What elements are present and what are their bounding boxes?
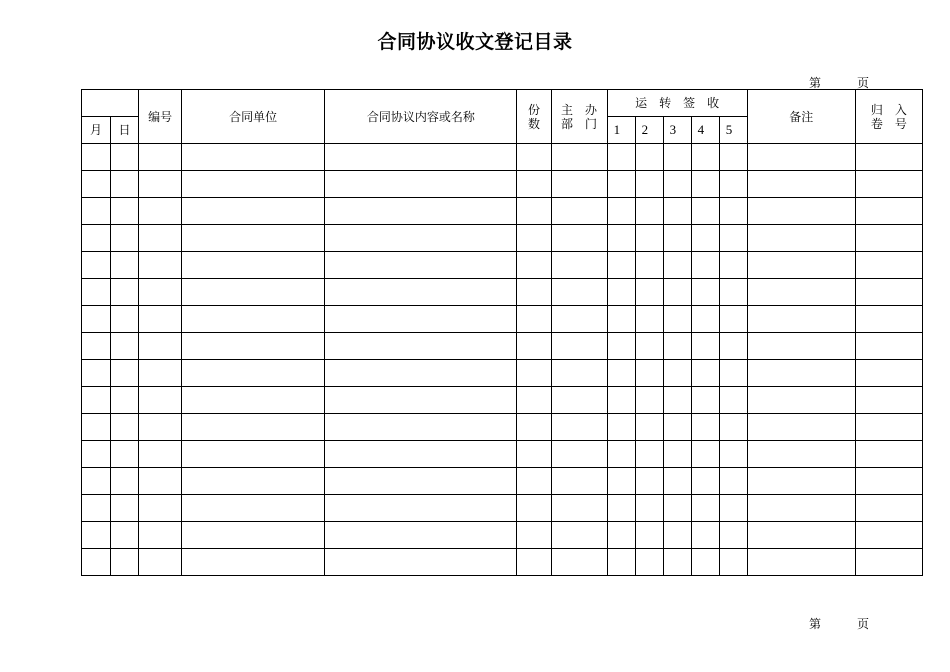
cell-transfer-3[interactable] xyxy=(663,414,691,441)
cell-copies[interactable] xyxy=(517,522,551,549)
cell-transfer-3[interactable] xyxy=(663,252,691,279)
cell-transfer-5[interactable] xyxy=(719,360,747,387)
cell-filing[interactable] xyxy=(855,441,922,468)
cell-dept[interactable] xyxy=(551,387,607,414)
table-row xyxy=(82,198,923,225)
remarks-header: 备注 xyxy=(747,90,855,144)
cell-content[interactable] xyxy=(325,522,517,549)
cell-month[interactable] xyxy=(82,387,111,414)
cell-transfer-5[interactable] xyxy=(719,549,747,576)
cell-copies[interactable] xyxy=(517,252,551,279)
cell-remarks[interactable] xyxy=(747,252,855,279)
month-header: 月 xyxy=(82,117,111,144)
cell-transfer-5[interactable] xyxy=(719,387,747,414)
cell-serial[interactable] xyxy=(139,495,182,522)
cell-serial[interactable] xyxy=(139,252,182,279)
table-row xyxy=(82,333,923,360)
cell-content[interactable] xyxy=(325,360,517,387)
filing-header-line2: 卷 号 xyxy=(870,116,907,131)
cell-transfer-4[interactable] xyxy=(691,495,719,522)
cell-dept[interactable] xyxy=(551,333,607,360)
table-row xyxy=(82,360,923,387)
cell-filing[interactable] xyxy=(855,360,922,387)
cell-transfer-5[interactable] xyxy=(719,279,747,306)
cell-transfer-2[interactable] xyxy=(635,360,663,387)
cell-copies[interactable] xyxy=(517,333,551,360)
cell-dept[interactable] xyxy=(551,468,607,495)
cell-filing[interactable] xyxy=(855,414,922,441)
transfer-col-1: 1 xyxy=(607,117,635,144)
page-label-prefix: 第 xyxy=(809,617,822,631)
cell-dept[interactable] xyxy=(551,495,607,522)
cell-transfer-2[interactable] xyxy=(635,549,663,576)
cell-transfer-1[interactable] xyxy=(607,387,635,414)
cell-transfer-1[interactable] xyxy=(607,144,635,171)
cell-transfer-5[interactable] xyxy=(719,252,747,279)
cell-contract-party[interactable] xyxy=(182,360,325,387)
cell-remarks[interactable] xyxy=(747,144,855,171)
cell-transfer-3[interactable] xyxy=(663,549,691,576)
cell-copies[interactable] xyxy=(517,225,551,252)
cell-month[interactable] xyxy=(82,279,111,306)
transfer-col-4: 4 xyxy=(691,117,719,144)
cell-filing[interactable] xyxy=(855,279,922,306)
cell-day[interactable] xyxy=(111,522,139,549)
cell-transfer-4[interactable] xyxy=(691,171,719,198)
cell-transfer-4[interactable] xyxy=(691,441,719,468)
cell-filing[interactable] xyxy=(855,333,922,360)
page-label-suffix: 页 xyxy=(857,617,870,631)
cell-transfer-3[interactable] xyxy=(663,171,691,198)
cell-transfer-3[interactable] xyxy=(663,441,691,468)
cell-transfer-2[interactable] xyxy=(635,468,663,495)
cell-dept[interactable] xyxy=(551,306,607,333)
table-row xyxy=(82,549,923,576)
cell-remarks[interactable] xyxy=(747,468,855,495)
cell-copies[interactable] xyxy=(517,414,551,441)
cell-remarks[interactable] xyxy=(747,522,855,549)
cell-remarks[interactable] xyxy=(747,360,855,387)
cell-remarks[interactable] xyxy=(747,549,855,576)
cell-content[interactable] xyxy=(325,171,517,198)
transfer-col-2: 2 xyxy=(635,117,663,144)
cell-transfer-5[interactable] xyxy=(719,522,747,549)
cell-transfer-2[interactable] xyxy=(635,306,663,333)
cell-transfer-2[interactable] xyxy=(635,333,663,360)
cell-copies[interactable] xyxy=(517,171,551,198)
cell-transfer-2[interactable] xyxy=(635,441,663,468)
cell-transfer-2[interactable] xyxy=(635,171,663,198)
cell-transfer-5[interactable] xyxy=(719,306,747,333)
cell-contract-party[interactable] xyxy=(182,387,325,414)
cell-dept[interactable] xyxy=(551,549,607,576)
cell-serial[interactable] xyxy=(139,225,182,252)
cell-copies[interactable] xyxy=(517,549,551,576)
cell-transfer-1[interactable] xyxy=(607,522,635,549)
cell-day[interactable] xyxy=(111,306,139,333)
cell-transfer-2[interactable] xyxy=(635,387,663,414)
cell-filing[interactable] xyxy=(855,144,922,171)
cell-dept[interactable] xyxy=(551,279,607,306)
cell-remarks[interactable] xyxy=(747,306,855,333)
cell-serial[interactable] xyxy=(139,522,182,549)
cell-transfer-1[interactable] xyxy=(607,468,635,495)
cell-content[interactable] xyxy=(325,468,517,495)
page-label-suffix: 页 xyxy=(857,76,870,90)
cell-day[interactable] xyxy=(111,549,139,576)
cell-transfer-1[interactable] xyxy=(607,306,635,333)
cell-contract-party[interactable] xyxy=(182,333,325,360)
dept-header xyxy=(551,90,607,144)
cell-remarks[interactable] xyxy=(747,279,855,306)
cell-transfer-4[interactable] xyxy=(691,333,719,360)
cell-content[interactable] xyxy=(325,279,517,306)
cell-transfer-2[interactable] xyxy=(635,198,663,225)
cell-remarks[interactable] xyxy=(747,414,855,441)
cell-copies[interactable] xyxy=(517,306,551,333)
cell-remarks[interactable] xyxy=(747,198,855,225)
filing-header xyxy=(855,90,922,144)
cell-month[interactable] xyxy=(82,198,111,225)
cell-contract-party[interactable] xyxy=(182,225,325,252)
cell-transfer-4[interactable] xyxy=(691,468,719,495)
cell-contract-party[interactable] xyxy=(182,198,325,225)
cell-transfer-3[interactable] xyxy=(663,198,691,225)
dept-header-line2: 部 门 xyxy=(561,116,598,131)
cell-contract-party[interactable] xyxy=(182,441,325,468)
cell-transfer-2[interactable] xyxy=(635,252,663,279)
cell-transfer-3[interactable] xyxy=(663,306,691,333)
cell-transfer-1[interactable] xyxy=(607,414,635,441)
header-row-1 xyxy=(82,90,923,117)
cell-contract-party[interactable] xyxy=(182,252,325,279)
cell-content[interactable] xyxy=(325,333,517,360)
cell-transfer-5[interactable] xyxy=(719,144,747,171)
cell-serial[interactable] xyxy=(139,333,182,360)
cell-copies[interactable] xyxy=(517,360,551,387)
cell-transfer-3[interactable] xyxy=(663,279,691,306)
table-row xyxy=(82,468,923,495)
table-row xyxy=(82,306,923,333)
cell-dept[interactable] xyxy=(551,198,607,225)
cell-transfer-5[interactable] xyxy=(719,225,747,252)
page-number-bottom xyxy=(809,615,869,632)
cell-month[interactable] xyxy=(82,144,111,171)
page-label-prefix: 第 xyxy=(809,76,822,90)
cell-transfer-2[interactable] xyxy=(635,144,663,171)
cell-day[interactable] xyxy=(111,387,139,414)
cell-dept[interactable] xyxy=(551,252,607,279)
cell-filing[interactable] xyxy=(855,171,922,198)
cell-serial[interactable] xyxy=(139,414,182,441)
cell-month[interactable] xyxy=(82,225,111,252)
cell-contract-party[interactable] xyxy=(182,144,325,171)
cell-contract-party[interactable] xyxy=(182,279,325,306)
cell-day[interactable] xyxy=(111,495,139,522)
cell-month[interactable] xyxy=(82,549,111,576)
cell-transfer-4[interactable] xyxy=(691,225,719,252)
cell-day[interactable] xyxy=(111,333,139,360)
table-row xyxy=(82,522,923,549)
cell-transfer-4[interactable] xyxy=(691,144,719,171)
cell-contract-party[interactable] xyxy=(182,414,325,441)
cell-contract-party[interactable] xyxy=(182,171,325,198)
cell-transfer-5[interactable] xyxy=(719,441,747,468)
cell-transfer-4[interactable] xyxy=(691,549,719,576)
copies-header xyxy=(517,90,551,144)
cell-serial[interactable] xyxy=(139,441,182,468)
cell-remarks[interactable] xyxy=(747,495,855,522)
cell-transfer-2[interactable] xyxy=(635,414,663,441)
cell-month[interactable] xyxy=(82,468,111,495)
cell-transfer-5[interactable] xyxy=(719,171,747,198)
transfer-col-3: 3 xyxy=(663,117,691,144)
cell-content[interactable] xyxy=(325,495,517,522)
cell-transfer-1[interactable] xyxy=(607,549,635,576)
table-row xyxy=(82,252,923,279)
cell-transfer-1[interactable] xyxy=(607,279,635,306)
cell-content[interactable] xyxy=(325,198,517,225)
cell-copies[interactable] xyxy=(517,198,551,225)
cell-day[interactable] xyxy=(111,252,139,279)
cell-remarks[interactable] xyxy=(747,441,855,468)
cell-transfer-1[interactable] xyxy=(607,225,635,252)
cell-transfer-1[interactable] xyxy=(607,171,635,198)
cell-dept[interactable] xyxy=(551,522,607,549)
cell-transfer-5[interactable] xyxy=(719,333,747,360)
cell-transfer-5[interactable] xyxy=(719,468,747,495)
cell-day[interactable] xyxy=(111,144,139,171)
cell-transfer-3[interactable] xyxy=(663,333,691,360)
transfer-header: 运 转 签 收 xyxy=(607,90,747,117)
contract-party-header: 合同单位 xyxy=(182,90,325,144)
cell-serial[interactable] xyxy=(139,144,182,171)
cell-contract-party[interactable] xyxy=(182,522,325,549)
cell-filing[interactable] xyxy=(855,198,922,225)
cell-serial[interactable] xyxy=(139,279,182,306)
cell-filing[interactable] xyxy=(855,252,922,279)
cell-transfer-3[interactable] xyxy=(663,360,691,387)
cell-transfer-3[interactable] xyxy=(663,144,691,171)
cell-transfer-4[interactable] xyxy=(691,306,719,333)
cell-copies[interactable] xyxy=(517,441,551,468)
cell-serial[interactable] xyxy=(139,360,182,387)
document-title: 合同协议收文登记目录 xyxy=(377,31,573,53)
cell-transfer-2[interactable] xyxy=(635,279,663,306)
cell-transfer-5[interactable] xyxy=(719,414,747,441)
cell-transfer-1[interactable] xyxy=(607,252,635,279)
cell-transfer-4[interactable] xyxy=(691,414,719,441)
cell-remarks[interactable] xyxy=(747,387,855,414)
cell-month[interactable] xyxy=(82,333,111,360)
transfer-col-5: 5 xyxy=(719,117,747,144)
cell-month[interactable] xyxy=(82,495,111,522)
cell-transfer-1[interactable] xyxy=(607,441,635,468)
cell-content[interactable] xyxy=(325,414,517,441)
table-row xyxy=(82,495,923,522)
cell-filing[interactable] xyxy=(855,387,922,414)
cell-transfer-4[interactable] xyxy=(691,198,719,225)
cell-dept[interactable] xyxy=(551,225,607,252)
cell-day[interactable] xyxy=(111,225,139,252)
cell-content[interactable] xyxy=(325,252,517,279)
table-row xyxy=(82,144,923,171)
cell-content[interactable] xyxy=(325,144,517,171)
cell-transfer-1[interactable] xyxy=(607,360,635,387)
cell-copies[interactable] xyxy=(517,144,551,171)
cell-transfer-1[interactable] xyxy=(607,333,635,360)
cell-month[interactable] xyxy=(82,306,111,333)
cell-serial[interactable] xyxy=(139,306,182,333)
cell-remarks[interactable] xyxy=(747,171,855,198)
serial-header: 编号 xyxy=(139,90,182,144)
cell-day[interactable] xyxy=(111,279,139,306)
cell-transfer-2[interactable] xyxy=(635,495,663,522)
table-row xyxy=(82,441,923,468)
cell-month[interactable] xyxy=(82,360,111,387)
cell-content[interactable] xyxy=(325,387,517,414)
table-row xyxy=(82,171,923,198)
cell-copies[interactable] xyxy=(517,387,551,414)
cell-transfer-2[interactable] xyxy=(635,225,663,252)
cell-filing[interactable] xyxy=(855,225,922,252)
cell-transfer-4[interactable] xyxy=(691,279,719,306)
cell-transfer-3[interactable] xyxy=(663,387,691,414)
cell-contract-party[interactable] xyxy=(182,549,325,576)
content-header: 合同协议内容或名称 xyxy=(325,90,517,144)
cell-dept[interactable] xyxy=(551,144,607,171)
cell-contract-party[interactable] xyxy=(182,468,325,495)
cell-remarks[interactable] xyxy=(747,225,855,252)
cell-transfer-3[interactable] xyxy=(663,225,691,252)
table-row xyxy=(82,387,923,414)
cell-month[interactable] xyxy=(82,522,111,549)
cell-transfer-4[interactable] xyxy=(691,252,719,279)
cell-transfer-4[interactable] xyxy=(691,522,719,549)
cell-day[interactable] xyxy=(111,171,139,198)
cell-month[interactable] xyxy=(82,414,111,441)
cell-transfer-2[interactable] xyxy=(635,522,663,549)
cell-filing[interactable] xyxy=(855,306,922,333)
cell-dept[interactable] xyxy=(551,171,607,198)
cell-month[interactable] xyxy=(82,252,111,279)
cell-content[interactable] xyxy=(325,225,517,252)
cell-copies[interactable] xyxy=(517,279,551,306)
cell-month[interactable] xyxy=(82,171,111,198)
table-row xyxy=(82,279,923,306)
cell-copies[interactable] xyxy=(517,495,551,522)
copies-header-line1: 份 xyxy=(527,102,540,117)
cell-day[interactable] xyxy=(111,414,139,441)
dept-header-line1: 主 办 xyxy=(561,102,598,117)
cell-day[interactable] xyxy=(111,198,139,225)
copies-header-line2: 数 xyxy=(527,116,540,131)
cell-serial[interactable] xyxy=(139,387,182,414)
cell-content[interactable] xyxy=(325,441,517,468)
table-row xyxy=(82,225,923,252)
cell-day[interactable] xyxy=(111,468,139,495)
cell-content[interactable] xyxy=(325,549,517,576)
cell-transfer-3[interactable] xyxy=(663,522,691,549)
cell-month[interactable] xyxy=(82,441,111,468)
cell-serial[interactable] xyxy=(139,171,182,198)
cell-filing[interactable] xyxy=(855,468,922,495)
cell-day[interactable] xyxy=(111,360,139,387)
cell-filing[interactable] xyxy=(855,522,922,549)
cell-dept[interactable] xyxy=(551,360,607,387)
filing-header-line1: 归 入 xyxy=(870,102,907,117)
cell-dept[interactable] xyxy=(551,441,607,468)
cell-transfer-5[interactable] xyxy=(719,495,747,522)
table-row xyxy=(82,414,923,441)
cell-transfer-1[interactable] xyxy=(607,495,635,522)
cell-serial[interactable] xyxy=(139,549,182,576)
cell-contract-party[interactable] xyxy=(182,306,325,333)
cell-transfer-5[interactable] xyxy=(719,198,747,225)
register-table xyxy=(81,89,923,576)
day-header: 日 xyxy=(111,117,139,144)
cell-dept[interactable] xyxy=(551,414,607,441)
cell-transfer-3[interactable] xyxy=(663,468,691,495)
cell-serial[interactable] xyxy=(139,468,182,495)
cell-transfer-4[interactable] xyxy=(691,360,719,387)
cell-transfer-3[interactable] xyxy=(663,495,691,522)
cell-remarks[interactable] xyxy=(747,333,855,360)
cell-content[interactable] xyxy=(325,306,517,333)
cell-day[interactable] xyxy=(111,441,139,468)
cell-serial[interactable] xyxy=(139,198,182,225)
cell-contract-party[interactable] xyxy=(182,495,325,522)
cell-transfer-4[interactable] xyxy=(691,387,719,414)
cell-filing[interactable] xyxy=(855,495,922,522)
cell-transfer-1[interactable] xyxy=(607,198,635,225)
cell-filing[interactable] xyxy=(855,549,922,576)
cell-copies[interactable] xyxy=(517,468,551,495)
date-header-cell xyxy=(82,90,139,117)
